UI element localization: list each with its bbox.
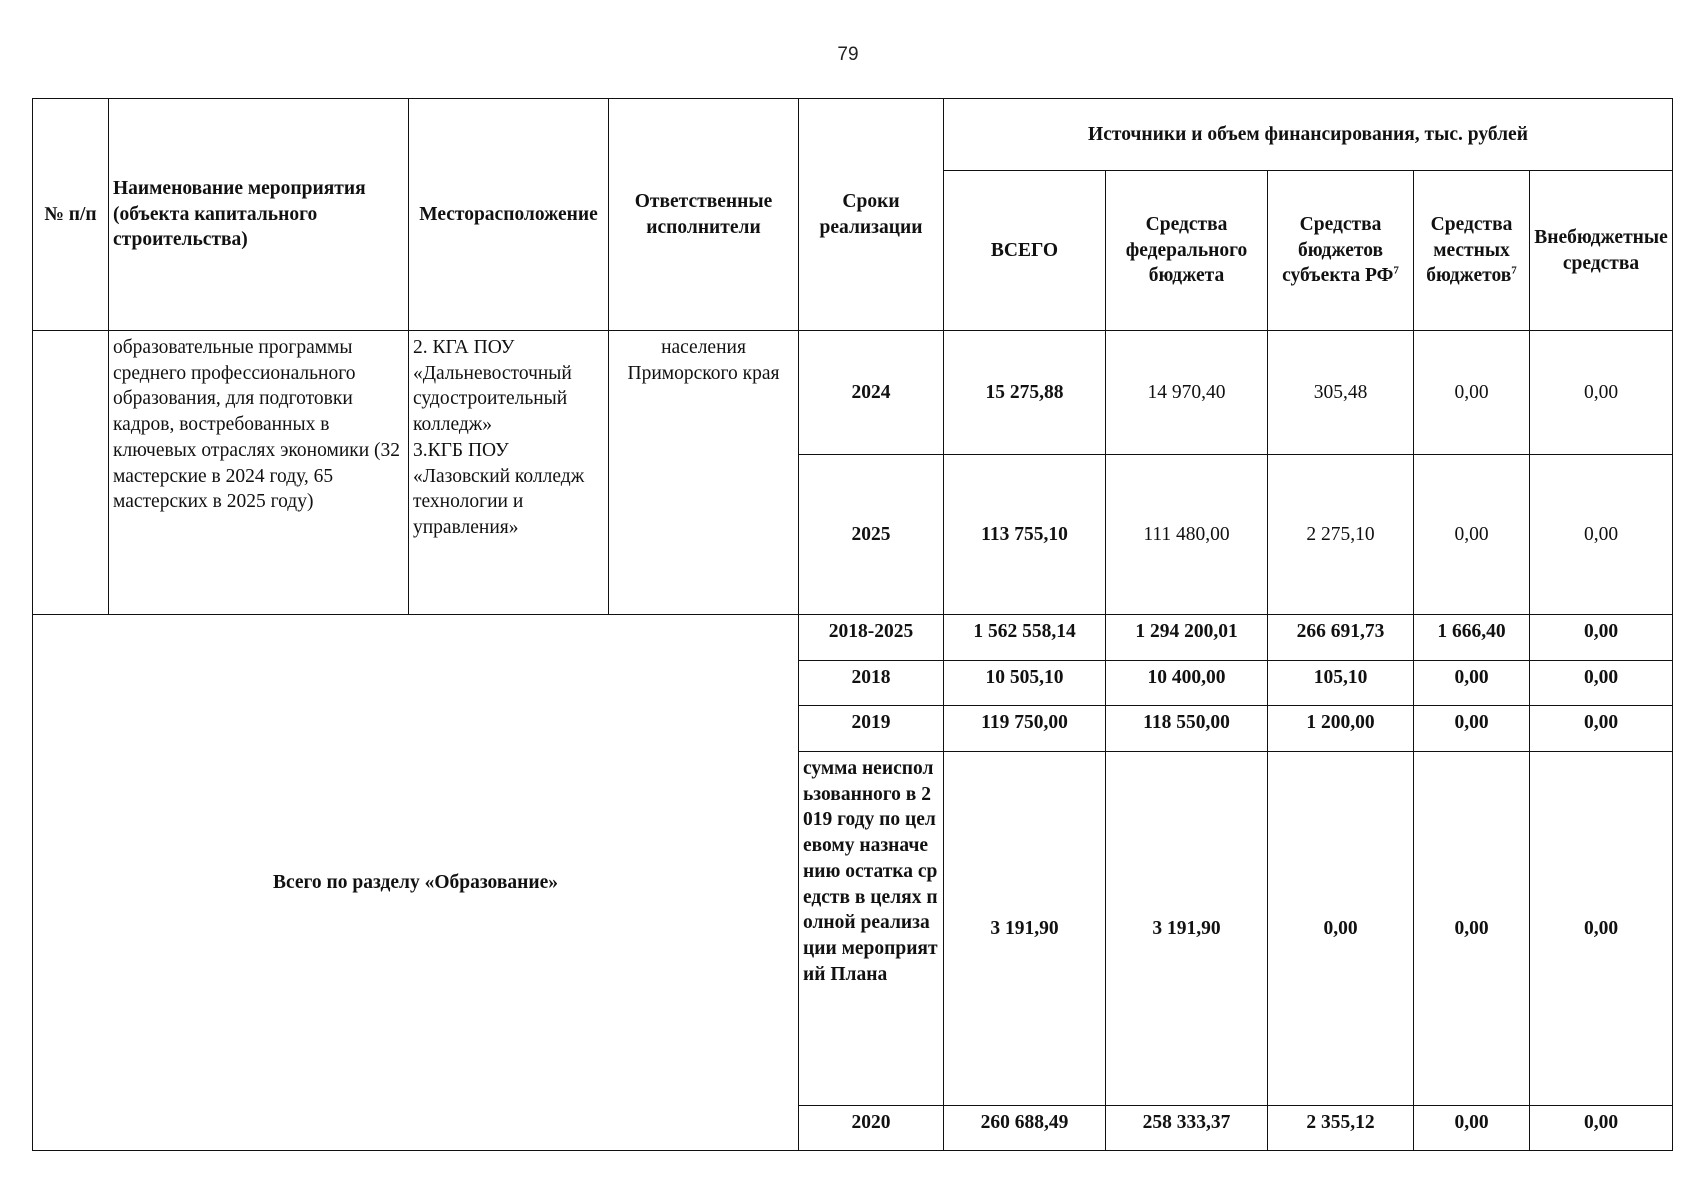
summary-local: 0,00 xyxy=(1414,661,1530,706)
page-number: 79 xyxy=(837,44,859,65)
header-terms: Сроки реализации xyxy=(799,99,944,331)
header-num: № п/п xyxy=(33,99,109,331)
summary-label: Всего по разделу «Образование» xyxy=(33,615,799,1151)
summary-term: 2018-2025 xyxy=(799,615,944,661)
item-location-1: 2. КГА ПОУ «Дальневосточный судостроительный колледж» xyxy=(413,337,572,436)
header-subject xyxy=(1268,171,1414,331)
header-total: ВСЕГО xyxy=(944,171,1106,331)
summary-federal: 3 191,90 xyxy=(1106,752,1268,1106)
summary-federal: 258 333,37 xyxy=(1106,1106,1268,1151)
summary-local: 0,00 xyxy=(1414,752,1530,1106)
item-subject: 305,48 xyxy=(1268,331,1414,455)
header-name: Наименование мероприятия (объекта капитального строительства) xyxy=(109,99,409,331)
summary-row xyxy=(33,615,1673,661)
summary-federal: 10 400,00 xyxy=(1106,661,1268,706)
summary-federal: 118 550,00 xyxy=(1106,706,1268,752)
item-location xyxy=(409,331,609,615)
header-federal: Средства федерального бюджета xyxy=(1106,171,1268,331)
item-federal: 111 480,00 xyxy=(1106,455,1268,615)
item-term: 2025 xyxy=(799,455,944,615)
summary-total: 3 191,90 xyxy=(944,752,1106,1106)
summary-offbudget: 0,00 xyxy=(1530,1106,1673,1151)
item-term: 2024 xyxy=(799,331,944,455)
item-offbudget: 0,00 xyxy=(1530,455,1673,615)
summary-total: 260 688,49 xyxy=(944,1106,1106,1151)
summary-federal: 1 294 200,01 xyxy=(1106,615,1268,661)
item-num xyxy=(33,331,109,615)
header-local-footnote: 7 xyxy=(1511,264,1517,277)
header-subject-footnote: 7 xyxy=(1393,264,1399,277)
summary-total: 10 505,10 xyxy=(944,661,1106,706)
item-federal: 14 970,40 xyxy=(1106,331,1268,455)
item-offbudget: 0,00 xyxy=(1530,331,1673,455)
header-sources: Источники и объем финансирования, тыс. рублей xyxy=(944,99,1673,171)
summary-subject: 2 355,12 xyxy=(1268,1106,1414,1151)
summary-subject: 0,00 xyxy=(1268,752,1414,1106)
header-subject-label: Средства бюджетов субъекта РФ xyxy=(1282,213,1394,287)
summary-term: 2018 xyxy=(799,661,944,706)
header-local xyxy=(1414,171,1530,331)
item-name: образовательные программы среднего профессионального образования, для подготовки кадров, востребованных в ключевых отраслях экономики (32 мастерские в 2024 году, 65 мастерских в 2025 году) xyxy=(109,331,409,615)
summary-subject: 266 691,73 xyxy=(1268,615,1414,661)
summary-term: 2020 xyxy=(799,1106,944,1151)
item-total: 113 755,10 xyxy=(944,455,1106,615)
summary-offbudget: 0,00 xyxy=(1530,752,1673,1106)
summary-offbudget: 0,00 xyxy=(1530,706,1673,752)
summary-subject: 105,10 xyxy=(1268,661,1414,706)
summary-term: сумма неиспользованного в 2019 году по целевому назначению остатка средств в целях полной реализации мероприятий Плана xyxy=(799,752,944,1106)
header-responsible: Ответственные исполнители xyxy=(609,99,799,331)
header-local-label: Средства местных бюджетов xyxy=(1426,213,1513,287)
financing-table xyxy=(32,98,1673,1151)
item-subject: 2 275,10 xyxy=(1268,455,1414,615)
summary-subject: 1 200,00 xyxy=(1268,706,1414,752)
summary-term: 2019 xyxy=(799,706,944,752)
summary-total: 1 562 558,14 xyxy=(944,615,1106,661)
summary-total: 119 750,00 xyxy=(944,706,1106,752)
table-row xyxy=(33,331,1673,455)
summary-local: 0,00 xyxy=(1414,1106,1530,1151)
item-local: 0,00 xyxy=(1414,455,1530,615)
summary-local: 0,00 xyxy=(1414,706,1530,752)
summary-offbudget: 0,00 xyxy=(1530,615,1673,661)
header-location: Месторасположение xyxy=(409,99,609,331)
item-location-2: 3.КГБ ПОУ «Лазовский колледж технологии и управления» xyxy=(413,439,585,539)
header-offbudget: Внебюджетные средства xyxy=(1530,171,1673,331)
summary-local: 1 666,40 xyxy=(1414,615,1530,661)
summary-offbudget: 0,00 xyxy=(1530,661,1673,706)
item-local: 0,00 xyxy=(1414,331,1530,455)
item-responsible: населения Приморского края xyxy=(609,331,799,615)
table-header-row xyxy=(33,99,1673,171)
item-total: 15 275,88 xyxy=(944,331,1106,455)
